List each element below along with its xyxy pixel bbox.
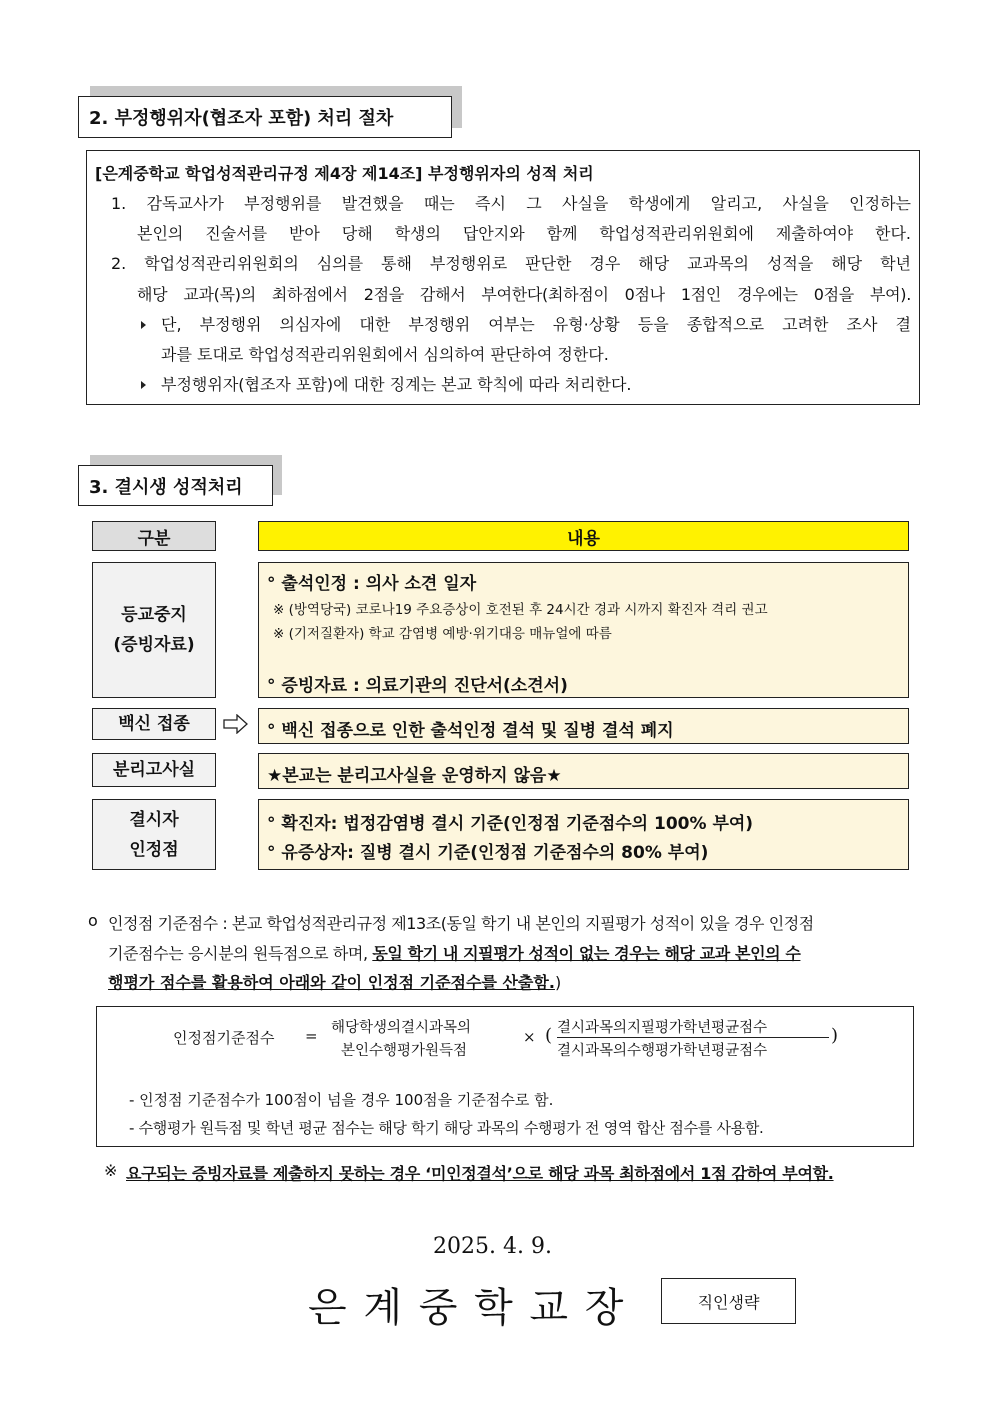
confirmed-case-text: ° 확진자: 법정감염병 결시 기준(인정점 기준점수의 100% 부여) bbox=[267, 814, 754, 834]
document-date: 2025. 4. 9. bbox=[433, 1234, 552, 1259]
triangle-bullet-icon bbox=[141, 321, 146, 329]
formula-denominator-2: 결시과목의수행평가학년평균점수 bbox=[557, 1043, 768, 1059]
formula-numerator-2: 결시과목의지필평가학년평균점수 bbox=[557, 1020, 768, 1036]
row-content-vaccine bbox=[258, 708, 909, 744]
row-label-separate-room: 분리고사실 bbox=[92, 753, 216, 787]
rule-line-3: 2. 학업성적관리위원회의 심의를 통해 부정행위로 판단한 경우 해당 교과목의 성적을 해당 학년 bbox=[111, 254, 911, 273]
table-head-category: 구분 bbox=[92, 521, 216, 551]
rule-line-4: 해당 교과(목)의 최하점에서 2점을 감해서 부여한다(최하점이 0점나 1점인 경우에는 0점을 부여). bbox=[137, 285, 911, 304]
rule-heading: [은계중학교 학업성적관리규정 제4장 제14조] 부정행위자의 성적 처리 bbox=[95, 164, 594, 183]
symptomatic-case-text: ° 유증상자: 질병 결시 기준(인정점 기준점수의 80% 부여) bbox=[267, 843, 709, 863]
rule-box bbox=[86, 150, 920, 405]
formula-numerator-1: 해당학생의결시과목의 bbox=[331, 1020, 472, 1036]
row-label-line: 결시자 bbox=[129, 809, 179, 830]
evidence-text: ° 증빙자료 : 의료기관의 진단서(소견서) bbox=[267, 676, 568, 696]
warning-text: 요구되는 증빙자료를 제출하지 못하는 경우 ‘미인정결석’으로 해당 과목 최하점에서 1점 감하여 부여함. bbox=[126, 1164, 834, 1183]
row-label-line: 인정점 bbox=[129, 839, 179, 860]
formula-note-1: - 인정점 기준점수가 100점이 넘을 경우 100점을 기준점수로 함. bbox=[129, 1091, 554, 1109]
rule-line-2: 본인의 진술서를 받아 당해 학생의 답안지와 함께 학업성적관리위원회에 제출하여야 한다. bbox=[137, 224, 911, 243]
formula-box bbox=[96, 1006, 914, 1147]
row-label-line: (증빙자료) bbox=[113, 635, 195, 655]
formula-equals: = bbox=[305, 1027, 318, 1045]
quarantine-note: ※ (방역당국) 코로나19 주요증상이 호전된 후 24시간 경과 시까지 확진자 격리 권고 bbox=[273, 602, 768, 618]
note-bullet: o bbox=[88, 911, 98, 930]
note-line-3 bbox=[108, 970, 561, 993]
rule-line-7: 부정행위자(협조자 포함)에 대한 징계는 본교 학칙에 따라 처리한다. bbox=[161, 375, 632, 394]
note-line-1: 인정점 기준점수 : 본교 학업성적관리규정 제13조(동일 학기 내 본인의 지필평가 성적이 있을 경우 인정점 bbox=[108, 914, 814, 933]
section3-title: 3. 결시생 성적처리 bbox=[78, 465, 273, 506]
row-label-vaccine: 백신 접종 bbox=[92, 708, 216, 740]
right-arrow-icon bbox=[223, 714, 249, 734]
row-label-line: 등교중지 bbox=[121, 605, 187, 625]
note-line-2-plain: 기준점수는 응시분의 원득점으로 하며, bbox=[108, 944, 373, 963]
formula-denominator-1: 본인수행평가원득점 bbox=[341, 1043, 468, 1059]
note-line-3-close: ) bbox=[554, 973, 562, 992]
vaccine-content-text: ° 백신 접종으로 인한 출석인정 결석 및 질병 결석 폐지 bbox=[267, 721, 674, 741]
separate-room-text: ★본교는 분리고사실을 운영하지 않음★ bbox=[267, 766, 562, 786]
row-content-attendance-stop bbox=[258, 562, 909, 698]
attendance-recognition-text: ° 출석인정 : 의사 소견 일자 bbox=[267, 574, 477, 594]
formula-times: × bbox=[523, 1028, 536, 1046]
note-line-3-emphasis: 행평가 점수를 활용하여 아래와 같이 인정점 기준점수를 산출함. bbox=[108, 973, 555, 992]
row-label-absent-score bbox=[92, 799, 216, 870]
row-content-separate-room bbox=[258, 753, 909, 789]
fraction-bar bbox=[557, 1037, 829, 1038]
principal-name: 은 계 중 학 교 장 bbox=[308, 1285, 626, 1331]
formula-open-paren: ( bbox=[545, 1025, 553, 1046]
formula-note-2: - 수행평가 원득점 및 학년 평균 점수는 해당 학기 해당 과목의 수행평가 전 영역 합산 점수를 사용함. bbox=[129, 1119, 764, 1137]
rule-line-5: 단, 부정행위 의심자에 대한 부정행위 여부는 유형·상황 등을 종합적으로 고려한 조사 결 bbox=[161, 315, 911, 334]
rule-line-1: 1. 감독교사가 부정행위를 발견했을 때는 즉시 그 사실을 학생에게 알리고, 사실을 인정하는 bbox=[111, 194, 911, 213]
triangle-bullet-icon bbox=[141, 381, 146, 389]
formula-close-paren: ) bbox=[831, 1025, 839, 1046]
note-line-2-emphasis: 동일 학기 내 지필평가 성적이 없는 경우는 해당 교과 본인의 수 bbox=[372, 944, 801, 963]
section2-title: 2. 부정행위자(협조자 포함) 처리 절차 bbox=[78, 96, 452, 138]
rule-line-6: 과를 토대로 학업성적관리위원회에서 심의하여 판단하여 정한다. bbox=[161, 345, 609, 364]
row-label-attendance-stop bbox=[92, 562, 216, 698]
seal-omitted-box bbox=[661, 1278, 796, 1324]
warning-mark: ※ bbox=[104, 1161, 118, 1180]
note-line-2 bbox=[108, 941, 800, 964]
table-head-content: 내용 bbox=[258, 521, 909, 551]
row-content-absent-score bbox=[258, 799, 909, 870]
formula-lhs: 인정점기준점수 bbox=[173, 1029, 275, 1047]
seal-omitted-text: 직인생략 bbox=[697, 1292, 760, 1312]
underlying-disease-note: ※ (기저질환자) 학교 감염병 예방·위기대응 매뉴얼에 따름 bbox=[273, 626, 612, 642]
